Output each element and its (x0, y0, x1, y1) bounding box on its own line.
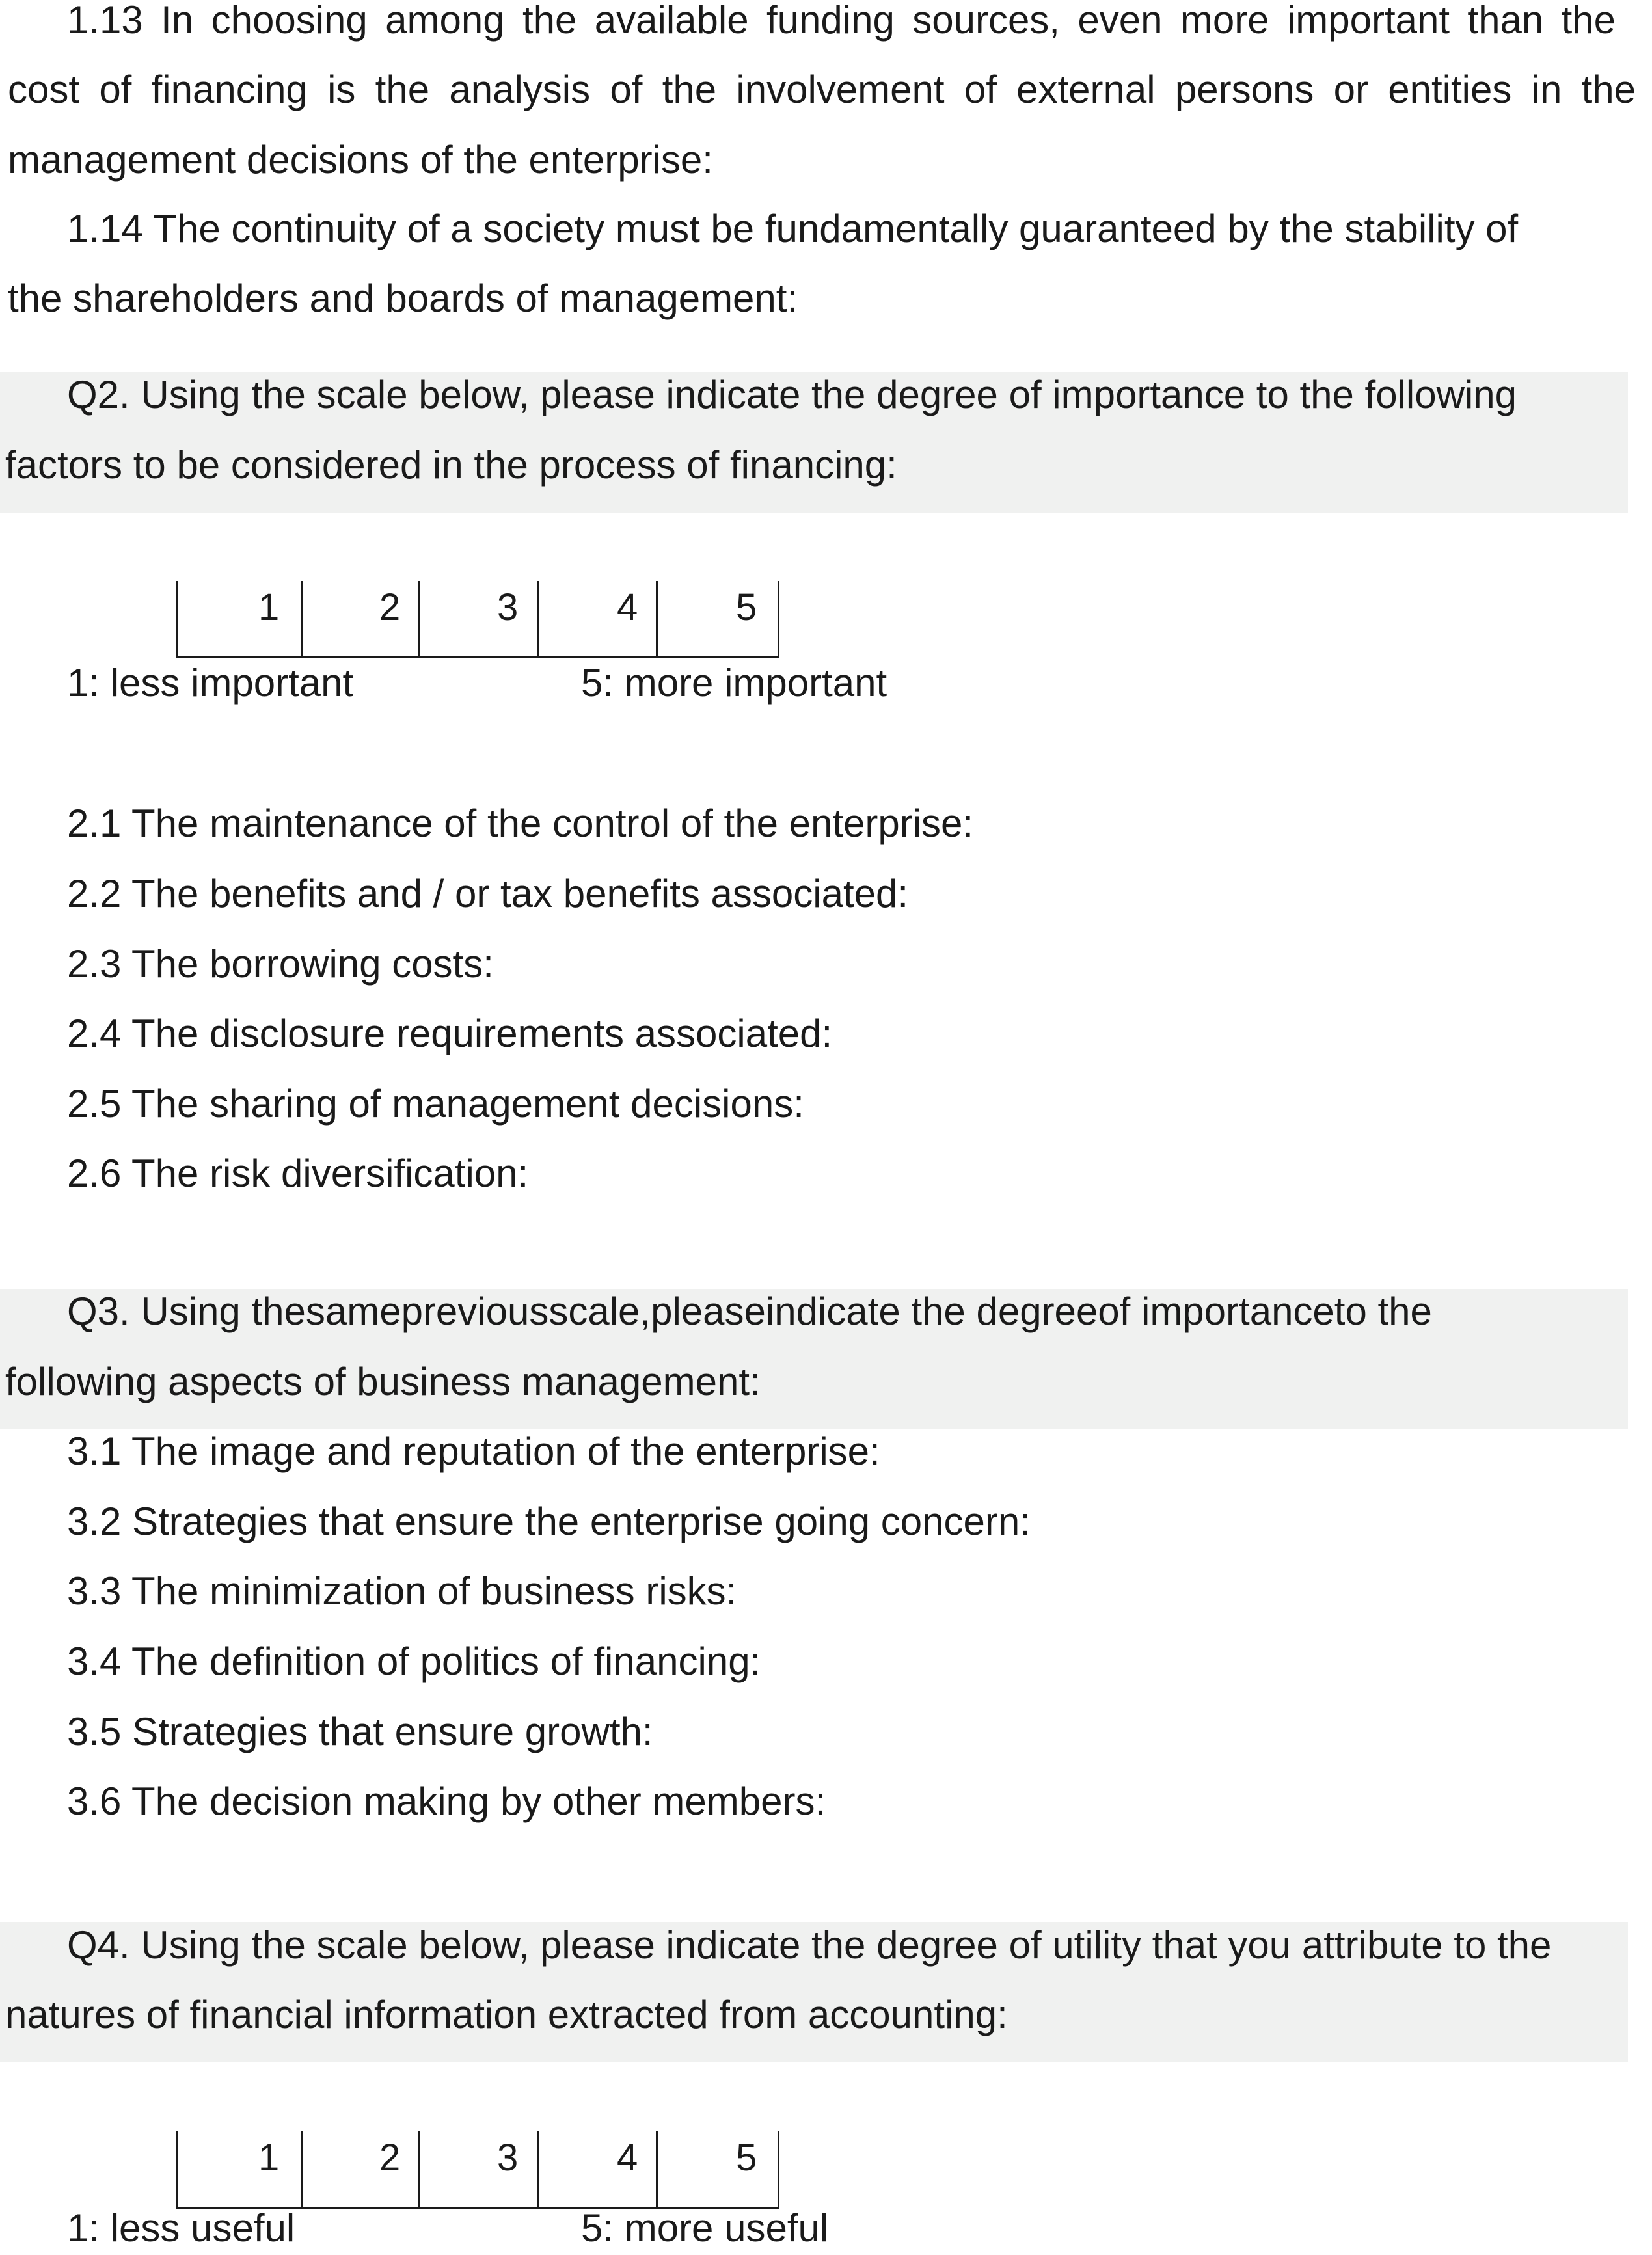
q2-scale-number-5: 5 (736, 586, 757, 628)
q3-item: 3.6 The decision making by other members: (67, 1779, 826, 1823)
q4-scale-cell-1 (176, 2131, 303, 2209)
q2-item: 2.1 The maintenance of the control of the enterprise: (67, 802, 974, 845)
q4-scale-cell-4 (537, 2131, 658, 2209)
item-1-13-line-1: 1.13 In choosing among the available funding sources, even more important than the (67, 0, 1616, 42)
q2-question-line-2: factors to be considered in the process of financing: (5, 443, 897, 487)
q4-scale-cell-5 (656, 2131, 779, 2209)
item-1-13-line-2: cost of financing is the analysis of the involvement of external persons or entities in the (8, 68, 1636, 111)
q2-scale-number-1: 1 (258, 586, 280, 628)
q2-scale-number-2: 2 (379, 586, 401, 628)
q4-scale-number-3: 3 (497, 2137, 519, 2179)
q3-item: 3.2 Strategies that ensure the enterprise going concern: (67, 1500, 1031, 1543)
q4-scale-low-label: 1: less useful (67, 2206, 295, 2250)
q2-scale-number-4: 4 (617, 586, 638, 628)
q4-scale-number-2: 2 (379, 2137, 401, 2179)
q2-scale-cell-2 (301, 581, 420, 658)
q3-item: 3.4 The definition of politics of financing: (67, 1640, 761, 1683)
item-1-14-line-2: the shareholders and boards of management: (8, 277, 798, 320)
q2-scale-cell-5 (656, 581, 779, 658)
q3-question-line-1: Q3. Using thesamepreviousscale,pleaseindicate the degreeof importanceto the (67, 1290, 1432, 1333)
q3-item: 3.5 Strategies that ensure growth: (67, 1710, 653, 1753)
q2-scale-high-label: 5: more important (581, 661, 887, 705)
q2-question-line-1: Q2. Using the scale below, please indicate the degree of importance to the following (67, 373, 1517, 416)
q4-question-line-1: Q4. Using the scale below, please indicate the degree of utility that you attribute to the (67, 1923, 1552, 1967)
q2-scale-cell-3 (418, 581, 539, 658)
q2-item: 2.2 The benefits and / or tax benefits associated: (67, 872, 909, 915)
q2-scale-low-label: 1: less important (67, 661, 354, 705)
q3-item: 3.1 The image and reputation of the enterprise: (67, 1429, 880, 1473)
item-1-13-line-3: management decisions of the enterprise: (8, 138, 713, 182)
q4-scale-cell-3 (418, 2131, 539, 2209)
q2-scale-cell-4 (537, 581, 658, 658)
q2-item: 2.4 The disclosure requirements associated: (67, 1012, 833, 1055)
q2-item: 2.5 The sharing of management decisions: (67, 1082, 804, 1126)
q3-question-line-2: following aspects of business management: (5, 1360, 761, 1403)
q2-scale-number-3: 3 (497, 586, 519, 628)
q4-scale-number-5: 5 (736, 2137, 757, 2179)
q2-item: 2.3 The borrowing costs: (67, 942, 494, 986)
q4-scale-cell-2 (301, 2131, 420, 2209)
q4-scale-number-1: 1 (258, 2137, 280, 2179)
q4-scale-number-4: 4 (617, 2137, 638, 2179)
q4-question-line-2: natures of financial information extracted from accounting: (5, 1993, 1008, 2036)
q2-item: 2.6 The risk diversification: (67, 1152, 529, 1195)
q4-scale-high-label: 5: more useful (581, 2206, 829, 2250)
q3-item: 3.3 The minimization of business risks: (67, 1569, 737, 1613)
q2-scale-cell-1 (176, 581, 303, 658)
item-1-14-line-1: 1.14 The continuity of a society must be fundamentally guaranteed by the stability of (67, 207, 1519, 250)
